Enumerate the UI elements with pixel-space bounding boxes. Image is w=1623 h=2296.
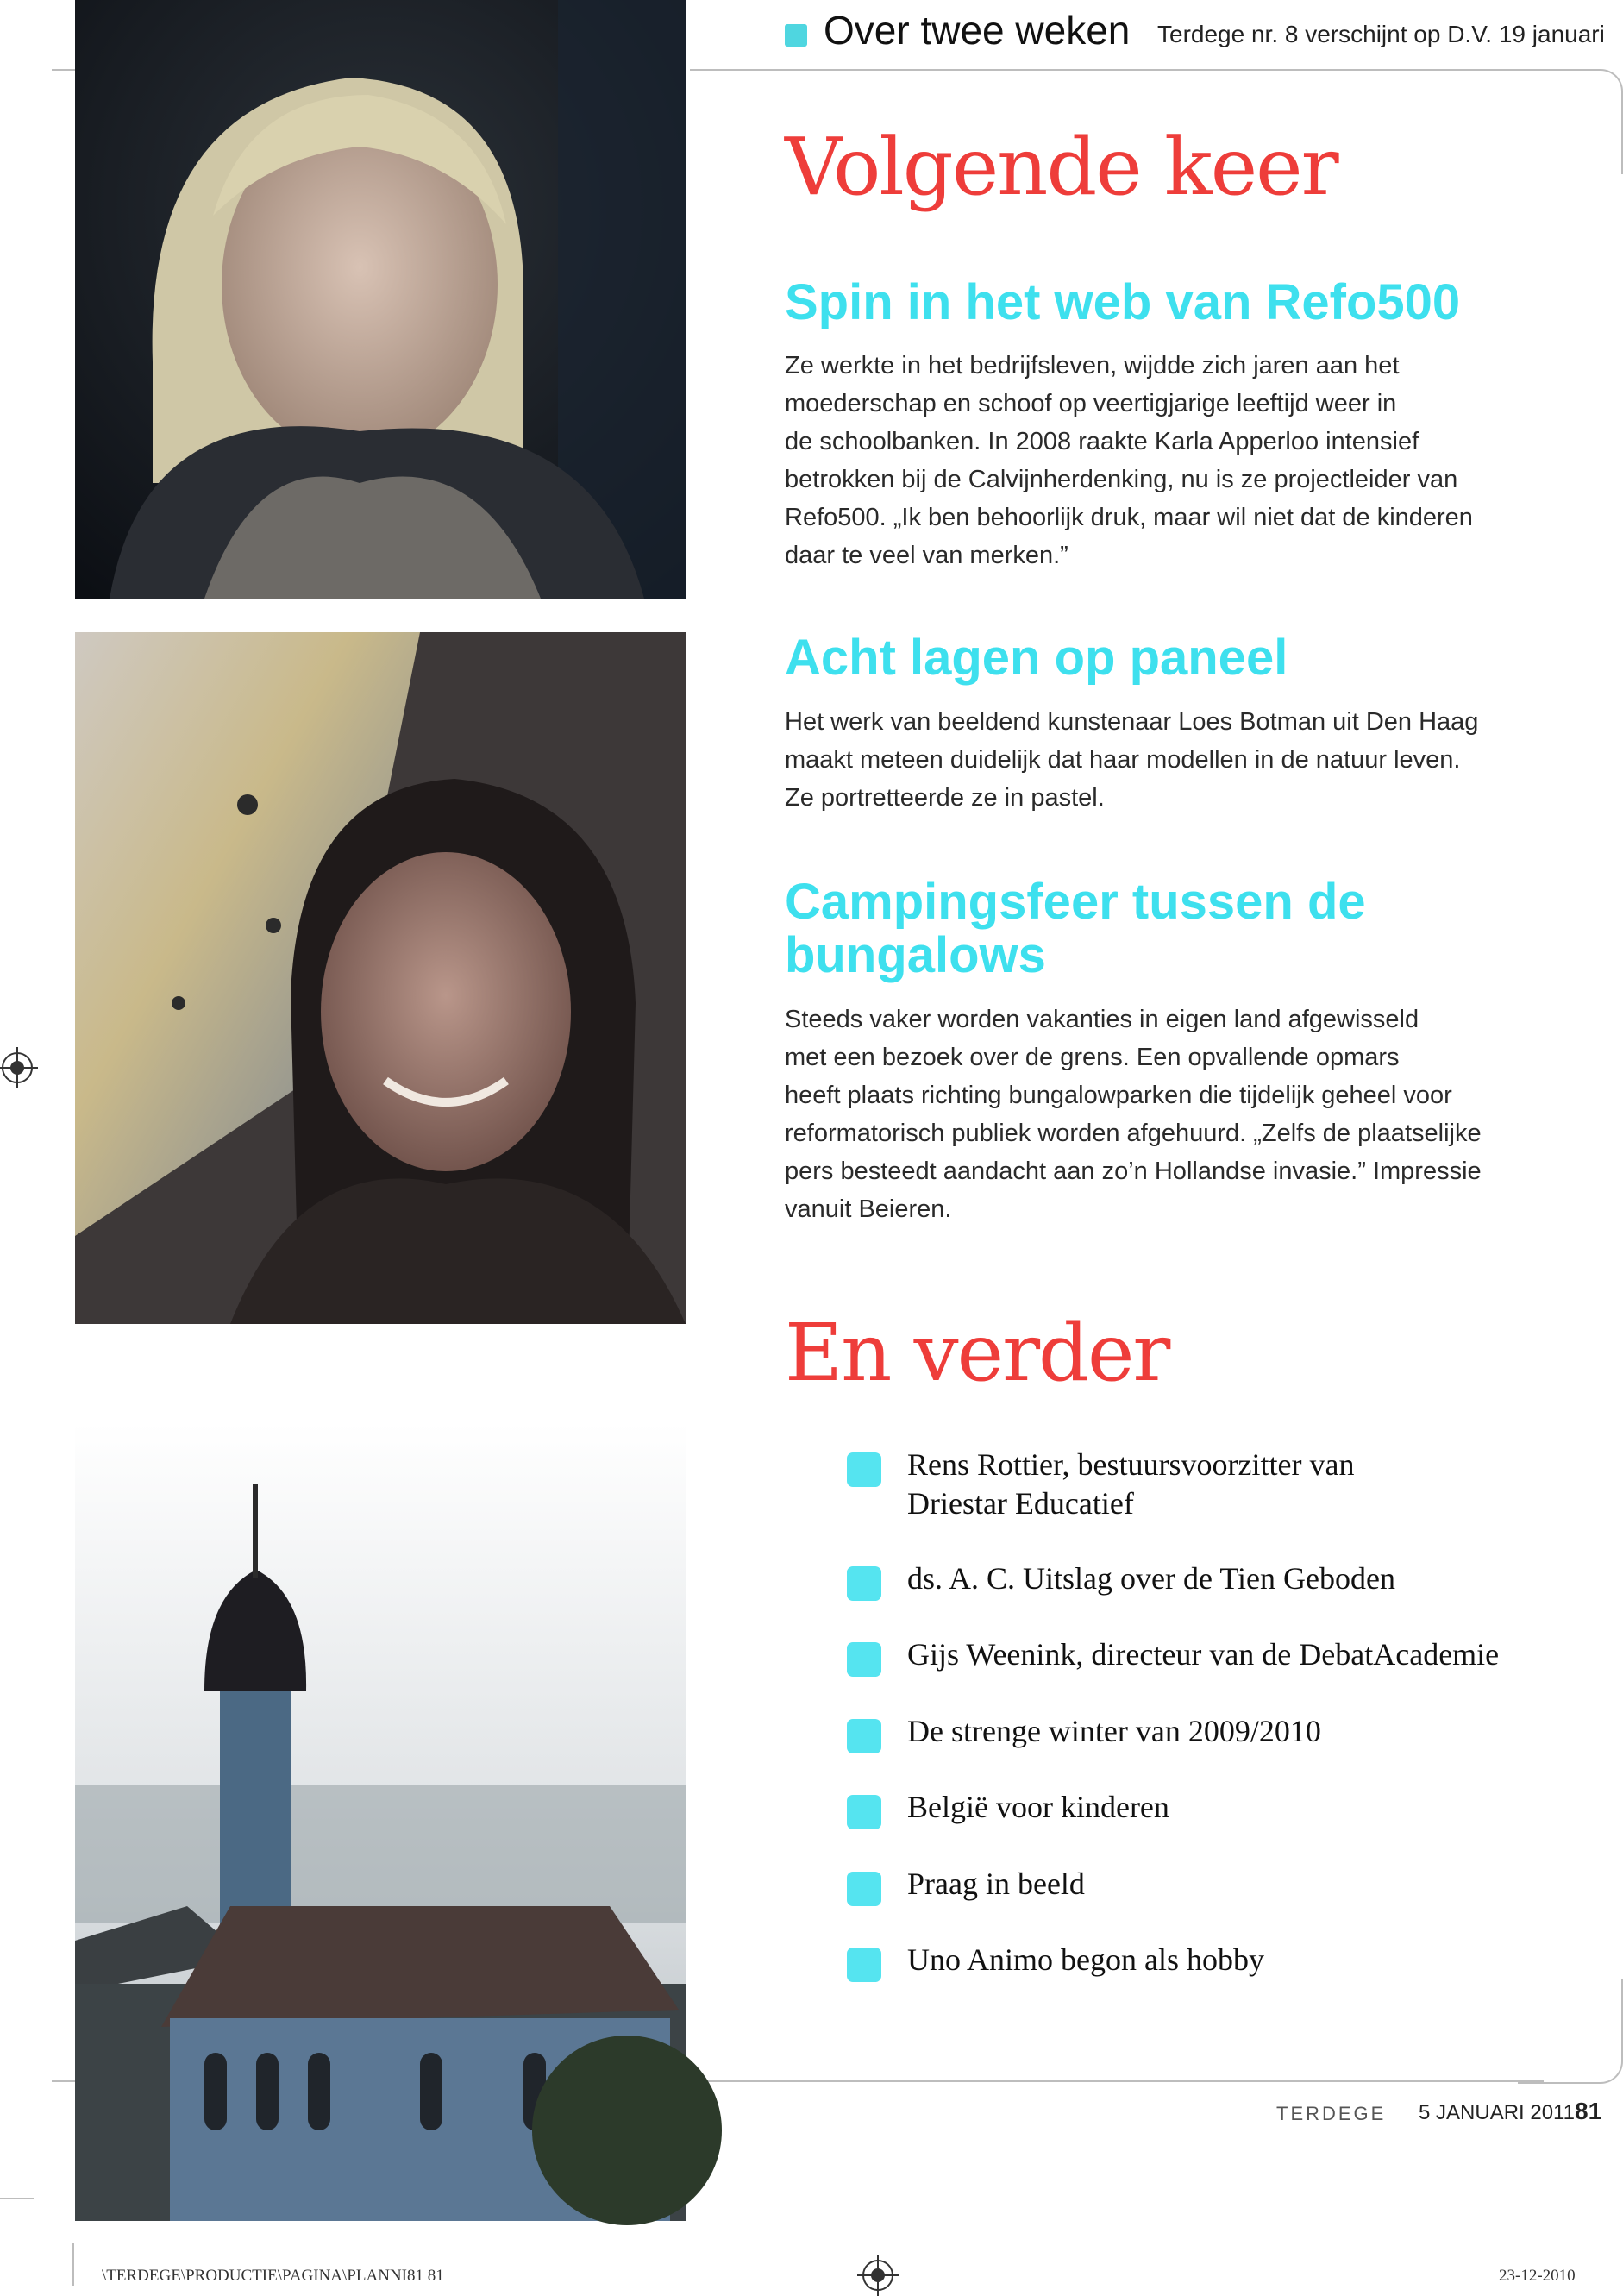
article-title-acht-lagen: Acht lagen op paneel (785, 630, 1288, 686)
crop-line-top-left (52, 69, 76, 71)
list-item-line: Uno Animo begon als hobby (907, 1942, 1264, 1977)
registration-mark-icon (862, 2260, 893, 2291)
bullet-square-icon (847, 1719, 881, 1753)
frame-line-top (690, 69, 1544, 71)
body-line: vanuit Beieren. (785, 1195, 952, 1223)
crop-mark-left (0, 2198, 34, 2199)
photo-church-bavaria (75, 1423, 686, 2221)
header-bullet-square (785, 24, 807, 47)
crop-mark-bottom (72, 2243, 74, 2286)
bullet-square-icon (847, 1642, 881, 1677)
print-slug-path: \TERDEGE\PRODUCTIE\PAGINA\PLANNI81 81 (102, 2267, 444, 2285)
list-item-line: ds. A. C. Uitslag over de Tien Geboden (907, 1561, 1395, 1596)
title-line: Campingsfeer tussen de (785, 874, 1366, 930)
bullet-square-icon (847, 1872, 881, 1906)
list-item-line: België voor kinderen (907, 1790, 1169, 1824)
page-number: 81 (1575, 2098, 1602, 2124)
body-line: Het werk van beeldend kunstenaar Loes Botman uit Den Haag (785, 708, 1479, 736)
body-line: betrokken bij de Calvijnherdenking, nu is ze projectleider van (785, 466, 1458, 493)
body-line: moederschap en schoof op veertigjarige leeftijd weer in (785, 390, 1397, 417)
bullet-square-icon (847, 1452, 881, 1487)
body-line: Ze portretteerde ze in pastel. (785, 784, 1105, 812)
header-issue-note: Terdege nr. 8 verschijnt op D.V. 19 januari (1157, 21, 1605, 47)
photo-loes-botman (75, 632, 686, 1324)
body-line: met een bezoek over de grens. Een opvallende opmars (785, 1044, 1400, 1071)
list-item-line: Driestar Educatief (907, 1486, 1134, 1521)
body-line: Ze werkte in het bedrijfsleven, wijdde zich jaren aan het (785, 352, 1400, 380)
list-item-line: De strenge winter van 2009/2010 (907, 1714, 1321, 1748)
footer-brand: TERDEGE (1276, 2103, 1387, 2124)
header-title: Over twee weken (824, 8, 1131, 53)
footer-date: 5 JANUARI 2011 (1419, 2101, 1575, 2124)
frame-corner-top-right (1518, 69, 1623, 174)
section-heading-further: En verder (785, 1307, 1169, 1399)
bullet-square-icon (847, 1948, 881, 1982)
body-line: de schoolbanken. In 2008 raakte Karla Apperloo intensief (785, 428, 1419, 455)
bullet-square-icon (847, 1566, 881, 1601)
body-line: heeft plaats richting bungalowparken die tijdelijk geheel voor (785, 1082, 1452, 1109)
crop-line-bottom-left (52, 2080, 76, 2082)
print-slug-date: 23-12-2010 (1499, 2267, 1576, 2285)
section-heading-next-issue: Volgende keer (785, 121, 1338, 213)
frame-corner-bottom-right (1518, 1979, 1623, 2084)
frame-line-bottom (690, 2080, 1544, 2082)
registration-mark-icon (2, 1052, 33, 1083)
list-item-line: Rens Rottier, bestuursvoorzitter van (907, 1447, 1355, 1482)
photo-karla-apperloo (75, 0, 686, 599)
article-body-refo500 (785, 347, 1526, 574)
article-title-refo500: Spin in het web van Refo500 (785, 274, 1461, 330)
bullet-square-icon (847, 1795, 881, 1829)
list-item-line: Praag in beeld (907, 1866, 1085, 1901)
body-line: daar te veel van merken.” (785, 542, 1068, 569)
body-line: Steeds vaker worden vakanties in eigen land afgewisseld (785, 1006, 1419, 1033)
list-item-line: Gijs Weenink, directeur van de DebatAcademie (907, 1637, 1500, 1672)
body-line: reformatorisch publiek worden afgehuurd. „Zelfs de plaatselijke (785, 1120, 1482, 1147)
body-line: Refo500. „Ik ben behoorlijk druk, maar wil niet dat de kinderen (785, 504, 1473, 531)
body-line: maakt meteen duidelijk dat haar modellen in de natuur leven. (785, 746, 1461, 774)
body-line: pers besteedt aandacht aan zo’n Hollandse invasie.” Impressie (785, 1157, 1482, 1185)
title-line: bungalows (785, 927, 1046, 983)
article-body-acht-lagen (785, 703, 1526, 817)
article-title-campingsfeer (785, 875, 1526, 982)
article-body-campingsfeer (785, 1001, 1526, 1228)
